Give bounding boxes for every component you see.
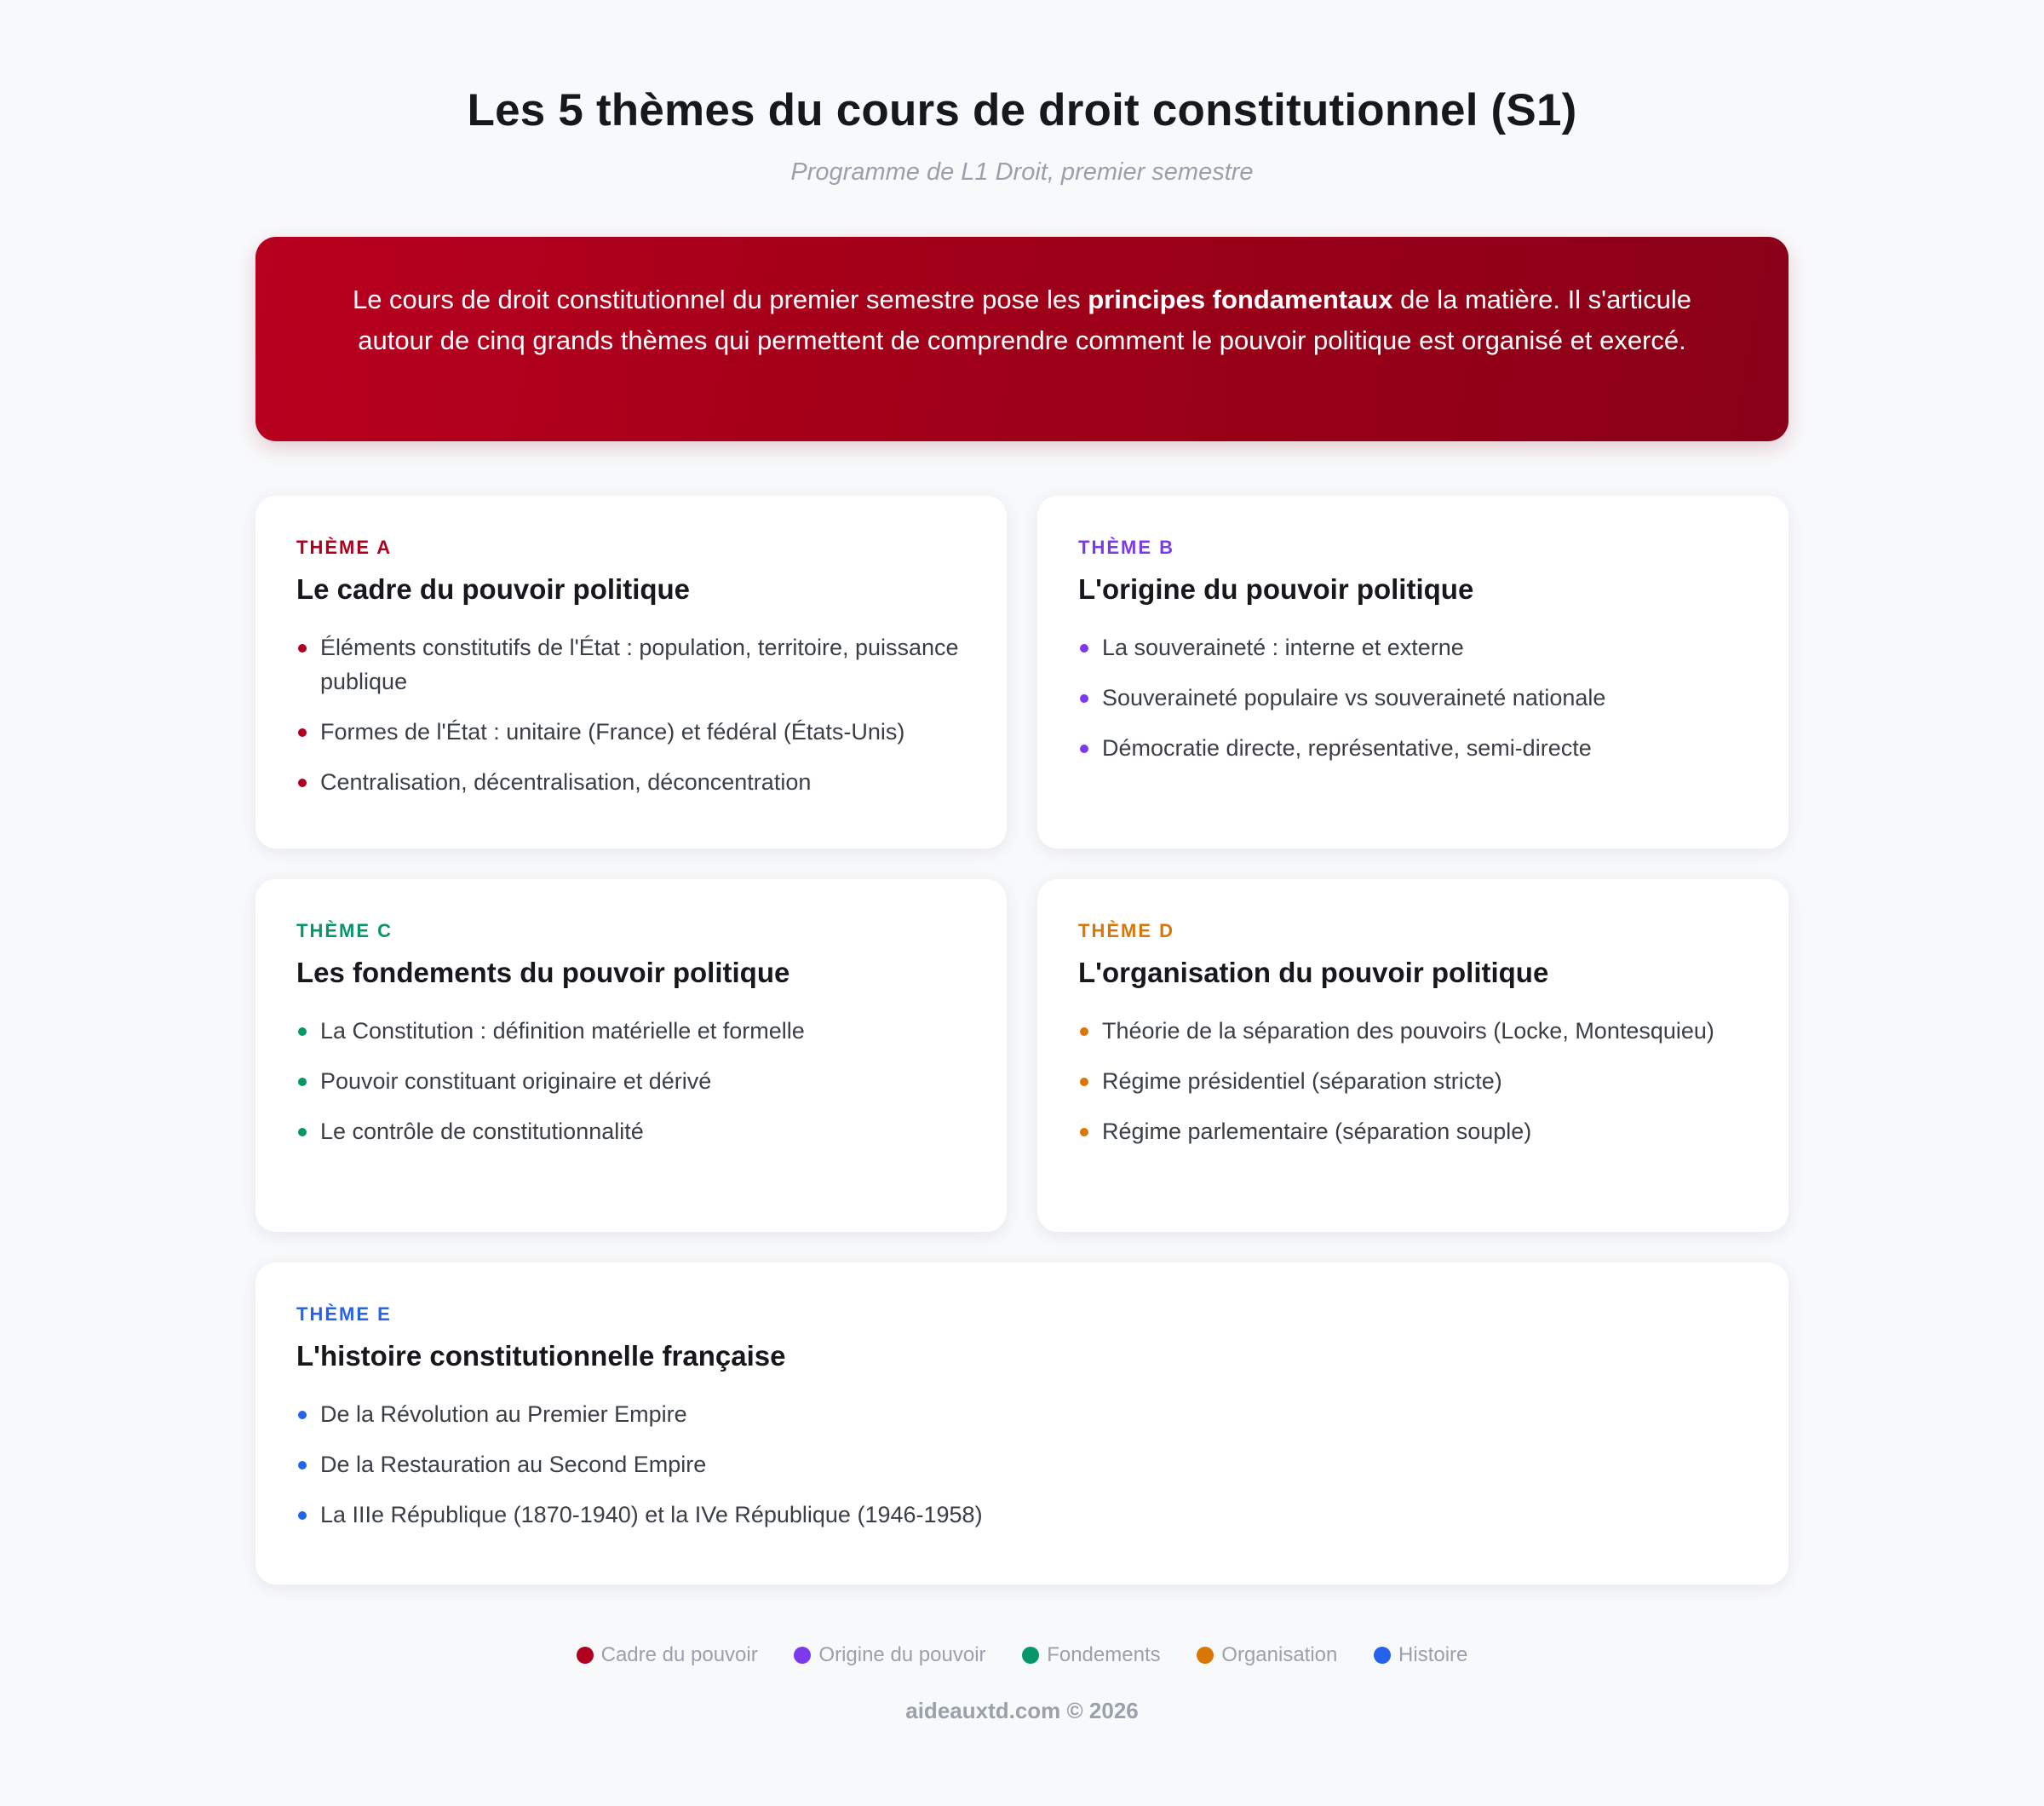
list-item-text: Centralisation, décentralisation, déconcentration [320,769,812,795]
bullet-dot-icon [298,779,307,787]
theme-label: THÈME B [1078,537,1174,558]
list-item [296,1114,966,1148]
legend-label: Fondements [1047,1643,1161,1666]
list-item-text: De la Restauration au Second Empire [320,1452,707,1477]
theme-label: THÈME A [296,537,393,558]
theme-card-c [256,879,1007,1232]
theme-label: THÈME C [296,920,393,941]
theme-items [1078,630,1748,765]
bullet-dot-icon [1080,745,1088,753]
bullet-dot-icon [1080,1027,1088,1036]
theme-card-b [1037,496,1788,848]
list-item-text: Régime parlementaire (séparation souple) [1102,1119,1532,1144]
legend-label: Cadre du pouvoir [600,1643,758,1666]
theme-items [296,630,966,799]
theme-card-d [1037,879,1788,1232]
bullet-dot-icon [298,728,307,737]
list-item [296,1498,1748,1532]
list-item-text: Pouvoir constituant originaire et dérivé [320,1068,712,1094]
bullet-dot-icon [1080,694,1088,703]
theme-items [1078,1014,1748,1148]
legend-item [1197,1641,1337,1670]
theme-title: Les fondements du pouvoir politique [296,957,790,988]
bullet-dot-icon [1080,1128,1088,1136]
legend-dot-icon [1374,1647,1391,1664]
theme-title: L'origine du pouvoir politique [1078,573,1474,605]
list-item [1078,1014,1748,1048]
list-item-text: Régime présidentiel (séparation stricte) [1102,1068,1502,1094]
intro-banner [256,237,1788,441]
list-item [1078,630,1748,664]
legend-item [1022,1641,1160,1670]
page-title: Les 5 thèmes du cours de droit constitutionnel (S1) [467,85,1577,135]
theme-title: L'organisation du pouvoir politique [1078,957,1549,988]
legend [0,1641,2044,1670]
list-item [296,1447,1748,1481]
footer-copyright: aideauxtd.com © 2026 [905,1698,1139,1723]
list-item-text: Démocratie directe, représentative, semi-directe [1102,735,1592,761]
list-item-text: Éléments constitutifs de l'État : population, territoire, puissance publique [320,635,959,694]
list-item-text: La Constitution : définition matérielle et formelle [320,1018,805,1044]
theme-card-e [256,1262,1788,1585]
legend-label: Organisation [1221,1643,1338,1666]
theme-title: Le cadre du pouvoir politique [296,573,691,605]
bullet-dot-icon [298,1461,307,1470]
list-item-text: Formes de l'État : unitaire (France) et fédéral (États-Unis) [320,719,905,745]
theme-label: THÈME D [1078,920,1174,941]
legend-label: Origine du pouvoir [818,1643,986,1666]
legend-dot-icon [577,1647,594,1664]
bullet-dot-icon [298,1511,307,1520]
bullet-dot-icon [298,1027,307,1036]
intro-text-bold: principes fondamentaux [1088,285,1393,314]
legend-dot-icon [794,1647,811,1664]
bullet-dot-icon [298,644,307,653]
list-item-text: Théorie de la séparation des pouvoirs (Locke, Montesquieu) [1102,1018,1714,1044]
list-item [1078,1114,1748,1148]
page [256,0,1788,1586]
list-item [296,1397,1748,1431]
bullet-dot-icon [298,1128,307,1136]
list-item [296,715,966,749]
list-item [296,630,966,699]
bullet-dot-icon [298,1411,307,1419]
list-item [1078,681,1748,715]
list-item [296,1014,966,1048]
theme-label: THÈME E [296,1303,392,1325]
list-item [1078,731,1748,765]
legend-dot-icon [1022,1647,1039,1664]
theme-card-a [256,496,1007,848]
bullet-dot-icon [1080,644,1088,653]
list-item-text: La souveraineté : interne et externe [1102,635,1464,660]
list-item-text: La IIIe République (1870-1940) et la IVe République (1946-1958) [320,1502,983,1527]
legend-item [577,1641,758,1670]
bullet-dot-icon [1080,1078,1088,1086]
theme-title: L'histoire constitutionnelle française [296,1340,786,1372]
themes-grid [256,496,1788,1586]
legend-item [794,1641,985,1670]
list-item [296,765,966,799]
intro-text-start: Le cours de droit constitutionnel du premier semestre pose les [352,285,1088,314]
legend-label: Histoire [1398,1643,1468,1666]
legend-dot-icon [1197,1647,1214,1664]
list-item-text: Souveraineté populaire vs souveraineté nationale [1102,685,1606,710]
bullet-dot-icon [298,1078,307,1086]
intro-text-end: de la matière. Il s'articule autour de cinq grands thèmes qui permettent de comprendre comment le pouvoir politique est organisé et exercé. [358,285,1692,355]
theme-items [296,1014,966,1148]
list-item-text: De la Révolution au Premier Empire [320,1401,687,1427]
legend-item [1374,1641,1467,1670]
theme-items [296,1397,1748,1532]
page-subtitle: Programme de L1 Droit, premier semestre [790,158,1254,186]
list-item [1078,1064,1748,1098]
list-item-text: Le contrôle de constitutionnalité [320,1119,644,1144]
list-item [296,1064,966,1098]
